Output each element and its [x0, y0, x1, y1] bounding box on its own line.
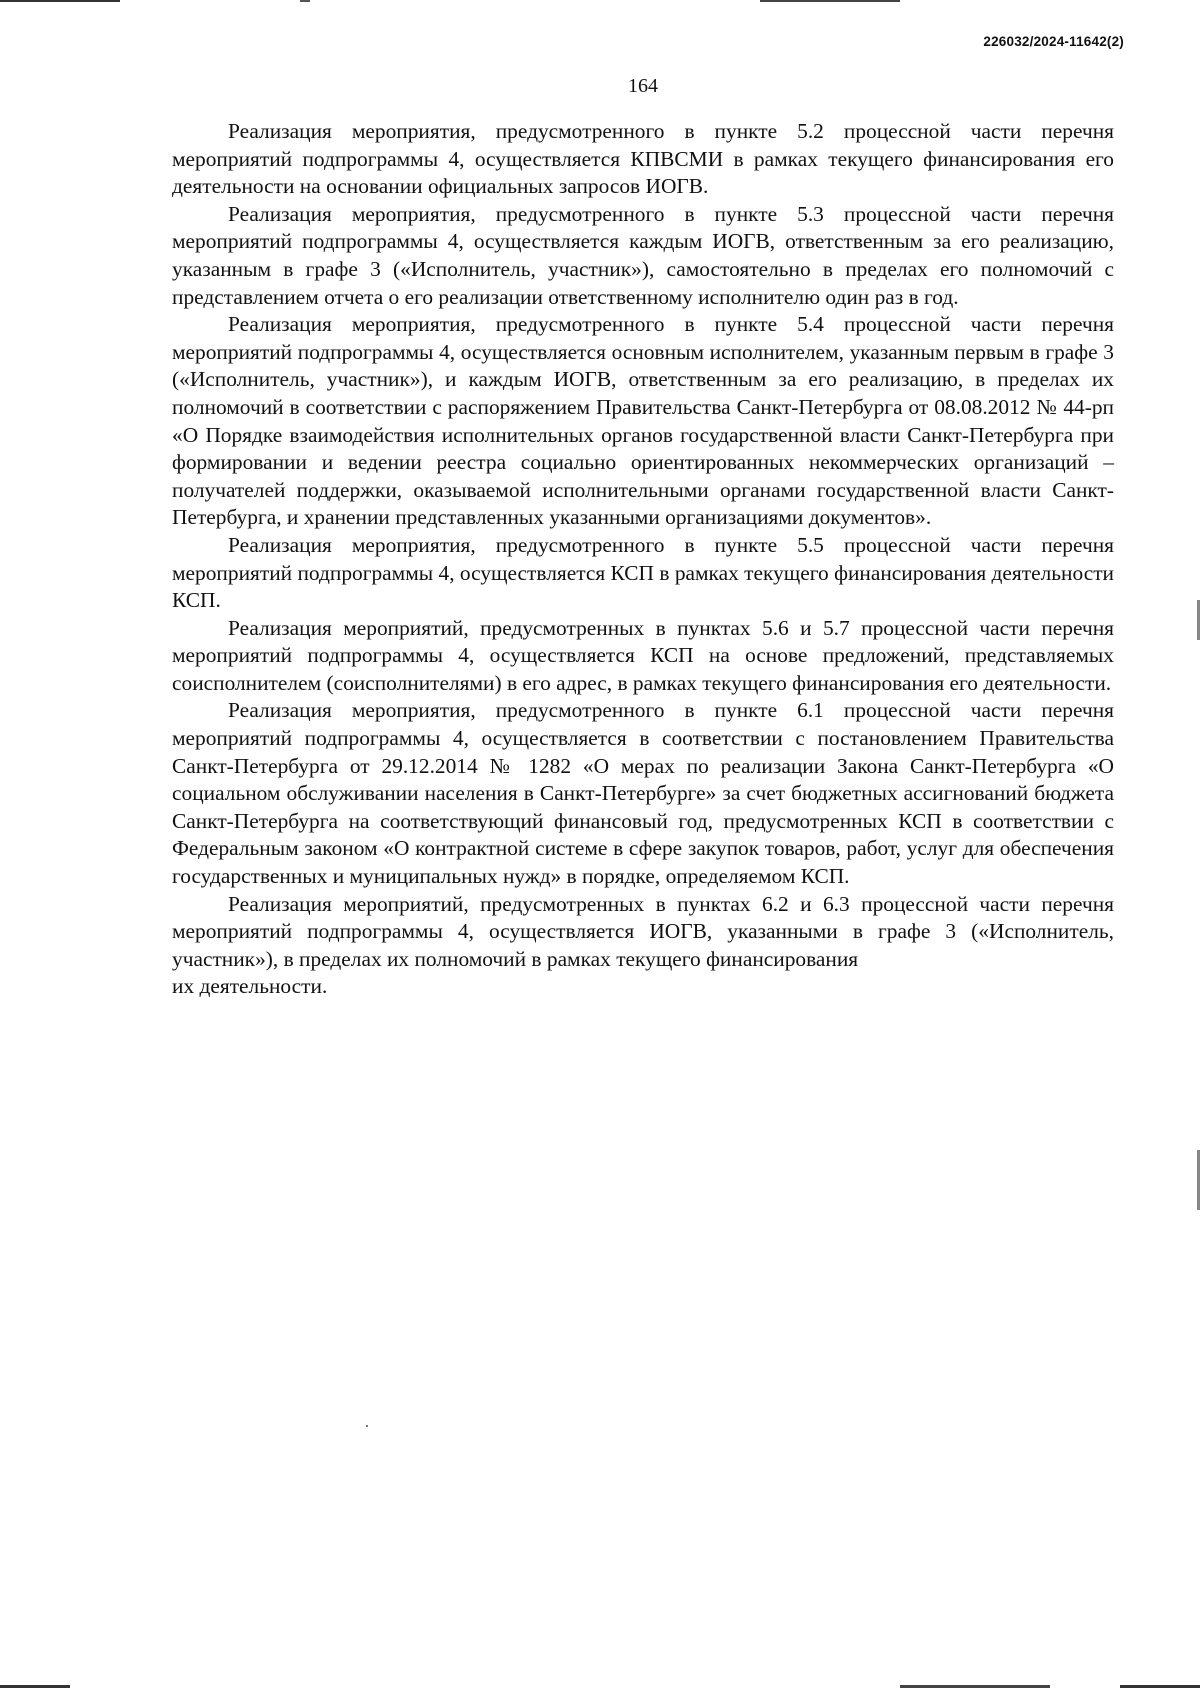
paragraph-5-3: Реализация мероприятия, предусмотренного в пункте 5.3 процессной части перечня мероприятий подпрограммы 4, осуществляется каждым ИОГВ, ответственным за его реализацию, указанным в графе 3 («Исполнитель, участник»), самостоятельно в пределах его полномочий с представлением отчета о его реализации ответственному исполнителю один раз в год. [172, 201, 1114, 309]
paragraph-6-2-6-3: Реализация мероприятий, предусмотренных в пунктах 6.2 и 6.3 процессной части перечня мероприятий подпрограммы 4, осуществляется ИОГВ, указанными в графе 3 («Исполнитель, участник»), в пределах их полномочий в рамках текущего финансирования [172, 891, 1114, 971]
paragraph-5-6-5-7: Реализация мероприятий, предусмотренных в пунктах 5.6 и 5.7 процессной части перечня мероприятий подпрограммы 4, осуществляется КСП на основе предложений, представляемых соисполнителем (соисполнителями) в его адрес, в рамках текущего финансирования его деятельности. [172, 615, 1114, 695]
paragraph-6-1: Реализация мероприятия, предусмотренного в пункте 6.1 процессной части перечня мероприятий подпрограммы 4, осуществляется в соответствии с постановлением Правительства Санкт-Петербурга от 29.12.2014 № 1282 «О мерах по реализации Закона Санкт-Петербурга «О социальном обслуживании населения в Санкт-Петербурге» за счет бюджетных ассигнований бюджета Санкт-Петербурга на соответствующий финансовый год, предусмотренных КСП в соответствии с Федеральным законом «О контрактной системе в сфере закупок товаров, работ, услуг для обеспечения государственных и муниципальных нужд» в порядке, определяемом КСП. [172, 698, 1114, 889]
paragraph-6-2-6-3-tail: их деятельности. [172, 974, 328, 999]
scan-edge-top [0, 0, 1200, 2]
page-number: 164 [628, 75, 658, 97]
paragraph-5-4: Реализация мероприятия, предусмотренного в пункте 5.4 процессной части перечня мероприятий подпрограммы 4, осуществляется основным исполнителем, указанным первым в графе 3 («Исполнитель, участник»), и каждым ИОГВ, ответственным за его реализацию, в пределах их полномочий в соответствии с распоряжением Правительства Санкт-Петербурга от 08.08.2012 № 44-рп «О Порядке взаимодействия исполнительных органов государственной власти Санкт-Петербурга при формировании и ведении реестра социально ориентированных некоммерческих организаций – получателей поддержки, оказываемой исполнительными органами государственной власти Санкт-Петербурга, и хранении представленных указанными организациями документов». [172, 312, 1114, 530]
scan-speck [366, 1425, 368, 1427]
paragraph-5-5: Реализация мероприятия, предусмотренного в пункте 5.5 процессной части перечня мероприятий подпрограммы 4, осуществляется КСП в рамках текущего финансирования деятельности КСП. [172, 532, 1114, 613]
document-body [172, 118, 1114, 1001]
document-registration-number: 226032/2024-11642(2) [983, 34, 1124, 49]
paragraph-5-2: Реализация мероприятия, предусмотренного в пункте 5.2 процессной части перечня мероприятий подпрограммы 4, осуществляется КПВСМИ в рамках текущего финансирования его деятельности на основании официальных запросов ИОГВ. [172, 119, 1114, 199]
